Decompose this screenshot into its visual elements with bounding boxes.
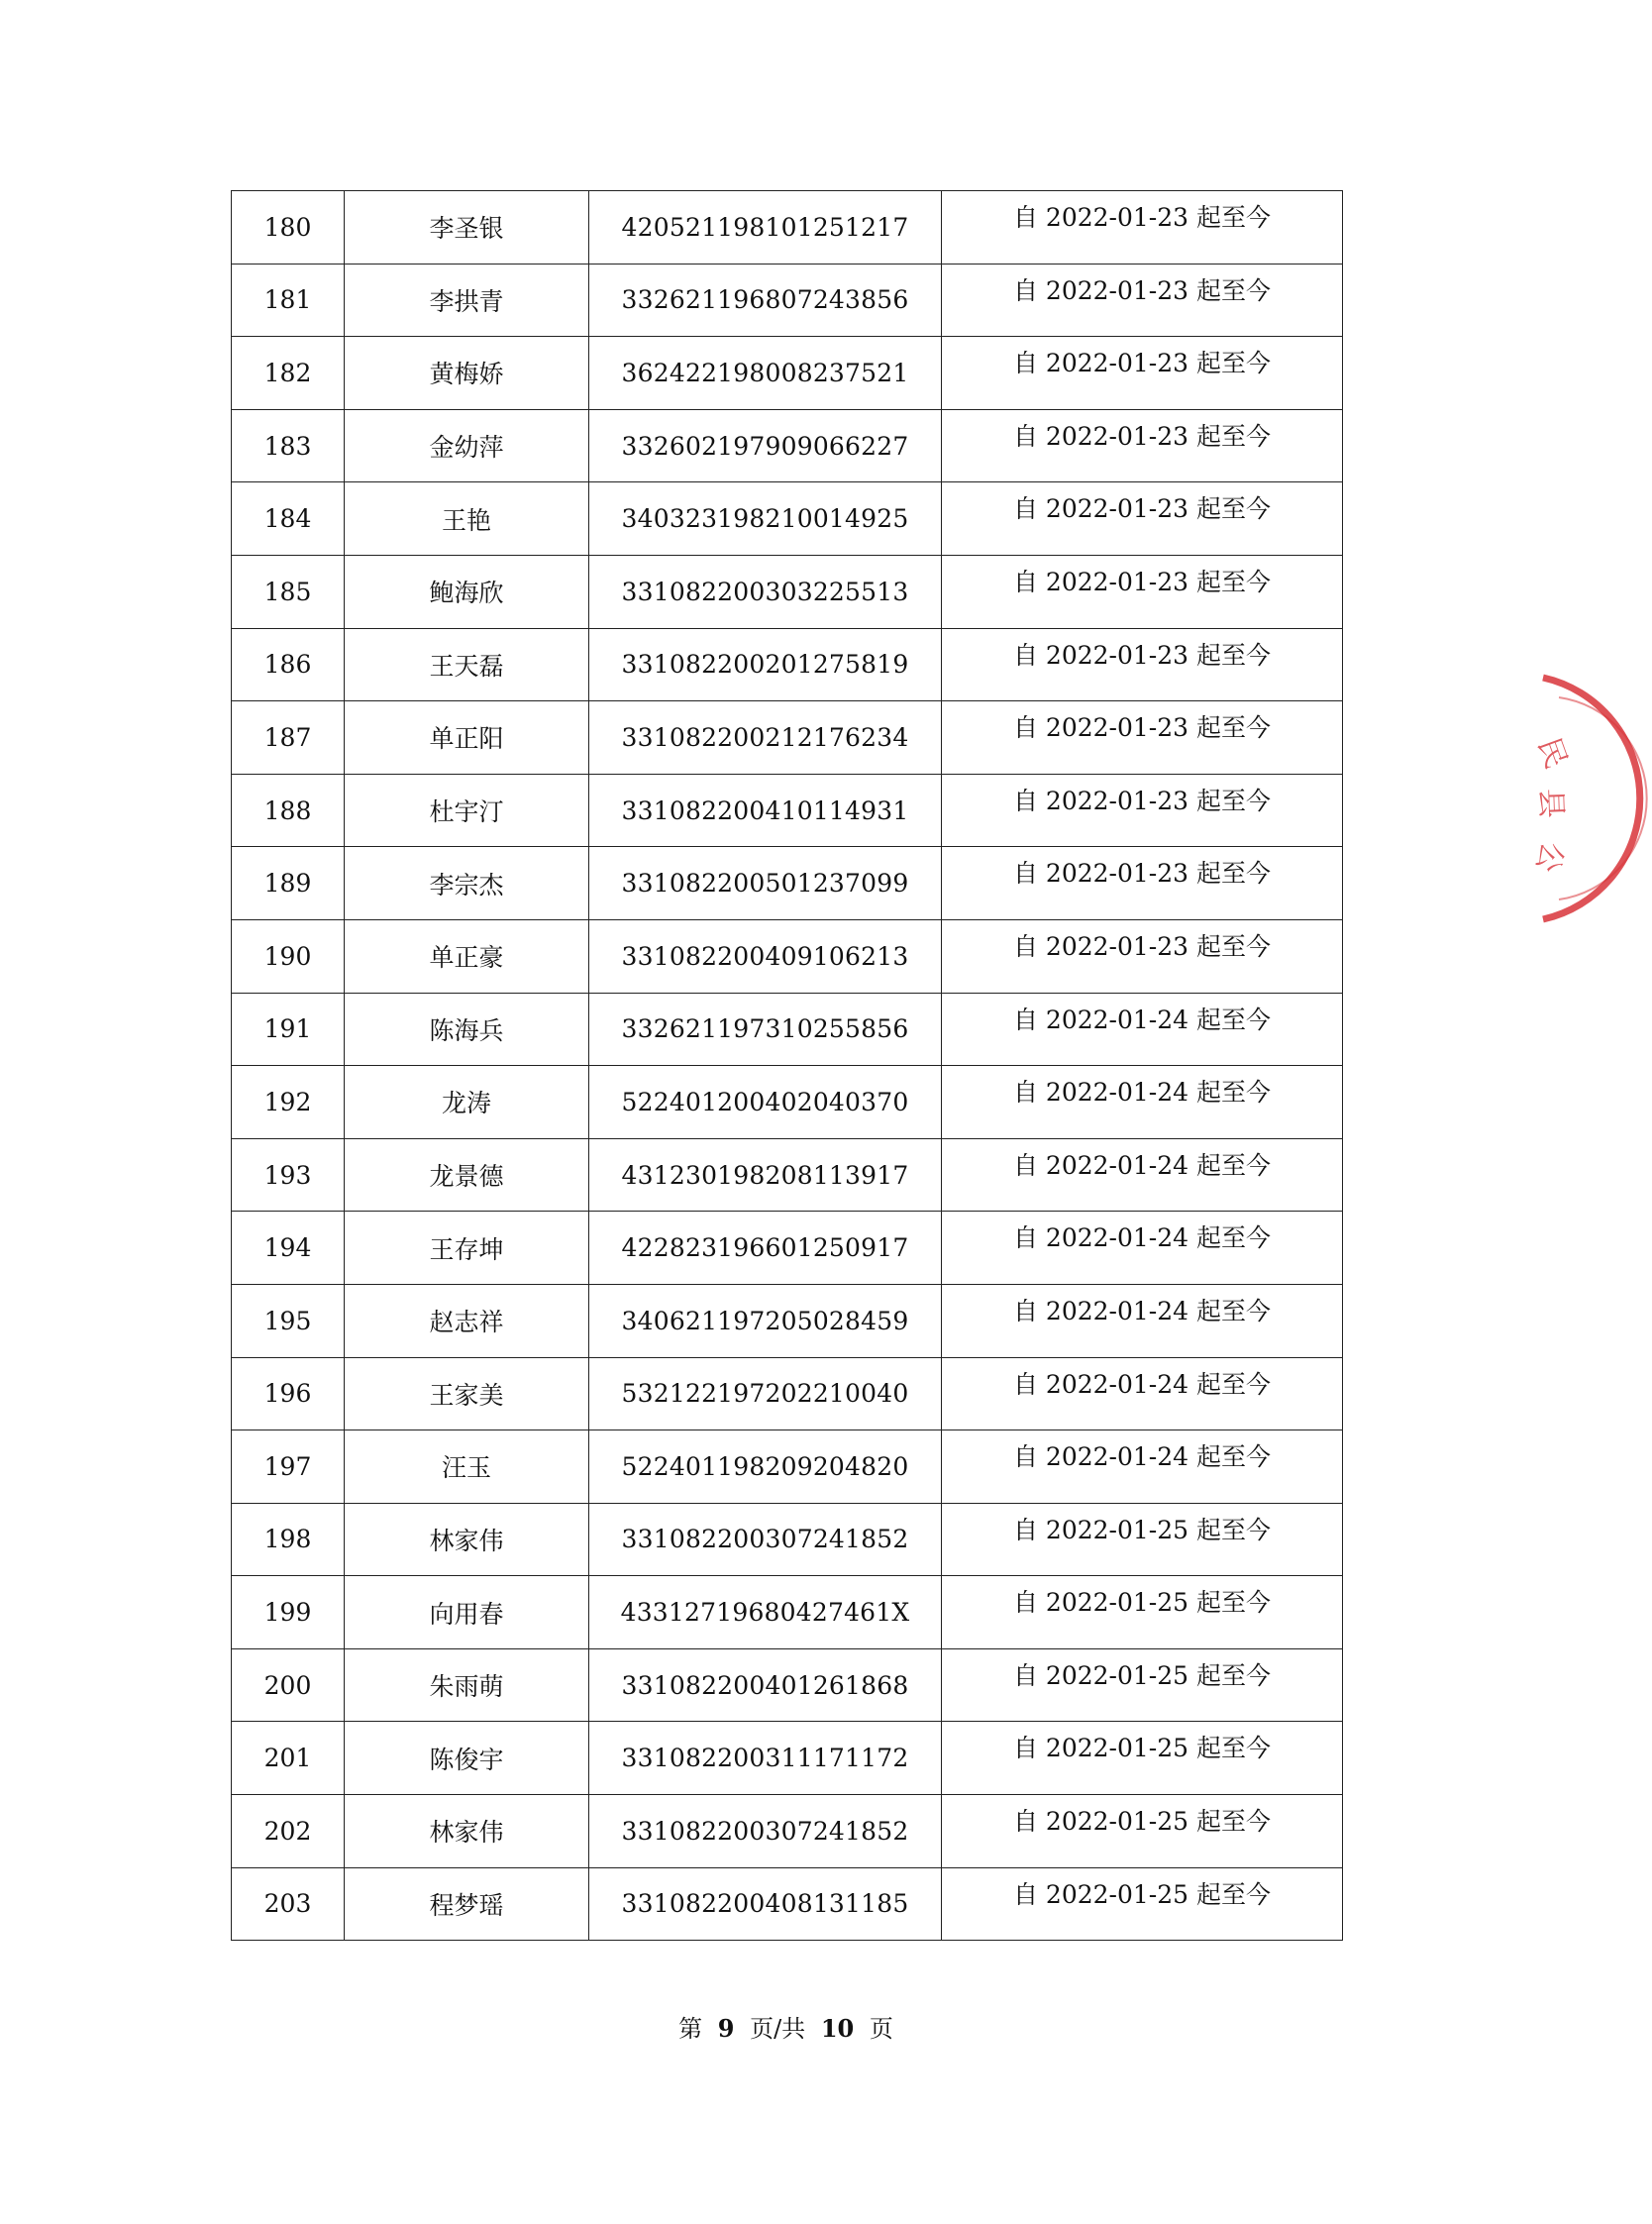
row-name-cell: 李拱青	[345, 264, 589, 337]
row-index-cell: 180	[232, 191, 345, 265]
seal-char-1: 民	[1530, 733, 1574, 774]
row-index-cell: 183	[232, 409, 345, 482]
row-id-number-cell: 532122197202210040	[589, 1357, 942, 1430]
row-name-cell: 龙涛	[345, 1066, 589, 1139]
row-period-cell: 自 2022-01-24 起至今	[942, 993, 1343, 1066]
table-row	[232, 701, 1343, 775]
row-name-cell: 陈海兵	[345, 993, 589, 1066]
footer-middle: 页/共	[750, 2015, 806, 2043]
official-seal-stamp	[1528, 670, 1652, 927]
row-id-number-cell: 332621196807243856	[589, 264, 942, 337]
row-period-cell: 自 2022-01-23 起至今	[942, 628, 1343, 701]
seal-char-2: 县	[1532, 788, 1569, 819]
row-index-cell: 191	[232, 993, 345, 1066]
row-id-number-cell: 431230198208113917	[589, 1138, 942, 1212]
row-index-cell: 198	[232, 1503, 345, 1576]
row-index-cell: 181	[232, 264, 345, 337]
row-name-cell: 林家伟	[345, 1503, 589, 1576]
row-id-number-cell: 43312719680427461X	[589, 1576, 942, 1649]
row-index-cell: 192	[232, 1066, 345, 1139]
table-row	[232, 993, 1343, 1066]
table-row	[232, 1503, 1343, 1576]
row-name-cell: 王艳	[345, 482, 589, 556]
table-row	[232, 1722, 1343, 1795]
row-name-cell: 汪玉	[345, 1430, 589, 1504]
row-id-number-cell: 362422198008237521	[589, 337, 942, 410]
row-id-number-cell: 331082200201275819	[589, 628, 942, 701]
row-id-number-cell: 331082200408131185	[589, 1867, 942, 1941]
row-index-cell: 187	[232, 701, 345, 775]
row-period-cell: 自 2022-01-23 起至今	[942, 264, 1343, 337]
table-row	[232, 847, 1343, 920]
row-period-cell: 自 2022-01-23 起至今	[942, 555, 1343, 628]
row-period-cell: 自 2022-01-25 起至今	[942, 1795, 1343, 1868]
row-index-cell: 202	[232, 1795, 345, 1868]
row-id-number-cell: 340323198210014925	[589, 482, 942, 556]
row-period-cell: 自 2022-01-23 起至今	[942, 482, 1343, 556]
row-index-cell: 203	[232, 1867, 345, 1941]
row-id-number-cell: 331082200311171172	[589, 1722, 942, 1795]
page-footer	[0, 2009, 1572, 2044]
row-index-cell: 193	[232, 1138, 345, 1212]
footer-suffix: 页	[869, 2015, 893, 2043]
table-row	[232, 1430, 1343, 1504]
row-id-number-cell: 420521198101251217	[589, 191, 942, 265]
table-row	[232, 1576, 1343, 1649]
row-period-cell: 自 2022-01-25 起至今	[942, 1576, 1343, 1649]
row-period-cell: 自 2022-01-24 起至今	[942, 1430, 1343, 1504]
row-id-number-cell: 331082200212176234	[589, 701, 942, 775]
row-index-cell: 199	[232, 1576, 345, 1649]
table-body	[232, 191, 1343, 1941]
row-name-cell: 王存坤	[345, 1212, 589, 1285]
row-index-cell: 186	[232, 628, 345, 701]
row-period-cell: 自 2022-01-24 起至今	[942, 1066, 1343, 1139]
table-row	[232, 774, 1343, 847]
table-row	[232, 628, 1343, 701]
row-name-cell: 朱雨萌	[345, 1648, 589, 1722]
row-period-cell: 自 2022-01-23 起至今	[942, 337, 1343, 410]
table-row	[232, 555, 1343, 628]
row-id-number-cell: 331082200401261868	[589, 1648, 942, 1722]
row-index-cell: 189	[232, 847, 345, 920]
row-index-cell: 200	[232, 1648, 345, 1722]
row-period-cell: 自 2022-01-23 起至今	[942, 847, 1343, 920]
row-id-number-cell: 332621197310255856	[589, 993, 942, 1066]
row-name-cell: 陈俊宇	[345, 1722, 589, 1795]
row-id-number-cell: 331082200307241852	[589, 1795, 942, 1868]
row-period-cell: 自 2022-01-25 起至今	[942, 1722, 1343, 1795]
table-row	[232, 264, 1343, 337]
table-row	[232, 1138, 1343, 1212]
row-id-number-cell: 331082200307241852	[589, 1503, 942, 1576]
table-row	[232, 1648, 1343, 1722]
table-row	[232, 1212, 1343, 1285]
table-row	[232, 337, 1343, 410]
row-period-cell: 自 2022-01-23 起至今	[942, 191, 1343, 265]
row-id-number-cell: 340621197205028459	[589, 1284, 942, 1357]
row-period-cell: 自 2022-01-25 起至今	[942, 1648, 1343, 1722]
total-pages-number: 10	[820, 2014, 855, 2043]
row-id-number-cell: 331082200409106213	[589, 919, 942, 993]
row-period-cell: 自 2022-01-23 起至今	[942, 774, 1343, 847]
row-index-cell: 201	[232, 1722, 345, 1795]
row-name-cell: 单正豪	[345, 919, 589, 993]
row-name-cell: 黄梅娇	[345, 337, 589, 410]
table-row	[232, 1066, 1343, 1139]
row-name-cell: 程梦瑶	[345, 1867, 589, 1941]
row-name-cell: 李宗杰	[345, 847, 589, 920]
table-row	[232, 1357, 1343, 1430]
row-period-cell: 自 2022-01-23 起至今	[942, 701, 1343, 775]
row-name-cell: 单正阳	[345, 701, 589, 775]
row-name-cell: 龙景德	[345, 1138, 589, 1212]
row-period-cell: 自 2022-01-23 起至今	[942, 409, 1343, 482]
table-row	[232, 409, 1343, 482]
record-table	[231, 190, 1343, 1941]
row-period-cell: 自 2022-01-25 起至今	[942, 1503, 1343, 1576]
current-page-number: 9	[717, 2014, 735, 2043]
row-period-cell: 自 2022-01-24 起至今	[942, 1284, 1343, 1357]
row-index-cell: 195	[232, 1284, 345, 1357]
row-index-cell: 197	[232, 1430, 345, 1504]
row-index-cell: 194	[232, 1212, 345, 1285]
row-id-number-cell: 331082200501237099	[589, 847, 942, 920]
row-id-number-cell: 331082200410114931	[589, 774, 942, 847]
table-row	[232, 1795, 1343, 1868]
row-index-cell: 184	[232, 482, 345, 556]
table-row	[232, 1867, 1343, 1941]
row-id-number-cell: 422823196601250917	[589, 1212, 942, 1285]
row-period-cell: 自 2022-01-23 起至今	[942, 919, 1343, 993]
row-id-number-cell: 522401198209204820	[589, 1430, 942, 1504]
row-index-cell: 182	[232, 337, 345, 410]
table-row	[232, 919, 1343, 993]
row-period-cell: 自 2022-01-24 起至今	[942, 1138, 1343, 1212]
table-row	[232, 482, 1343, 556]
row-index-cell: 190	[232, 919, 345, 993]
row-period-cell: 自 2022-01-25 起至今	[942, 1867, 1343, 1941]
row-name-cell: 林家伟	[345, 1795, 589, 1868]
row-name-cell: 赵志祥	[345, 1284, 589, 1357]
table-row	[232, 191, 1343, 265]
row-name-cell: 向用春	[345, 1576, 589, 1649]
seal-ring-inner	[1559, 697, 1647, 900]
row-name-cell: 王天磊	[345, 628, 589, 701]
table-row	[232, 1284, 1343, 1357]
row-index-cell: 188	[232, 774, 345, 847]
row-name-cell: 金幼萍	[345, 409, 589, 482]
row-period-cell: 自 2022-01-24 起至今	[942, 1357, 1343, 1430]
row-name-cell: 杜宇汀	[345, 774, 589, 847]
row-name-cell: 鲍海欣	[345, 555, 589, 628]
row-name-cell: 王家美	[345, 1357, 589, 1430]
seal-char-3: 公	[1528, 838, 1570, 877]
row-index-cell: 196	[232, 1357, 345, 1430]
row-index-cell: 185	[232, 555, 345, 628]
row-id-number-cell: 522401200402040370	[589, 1066, 942, 1139]
row-id-number-cell: 331082200303225513	[589, 555, 942, 628]
row-name-cell: 李圣银	[345, 191, 589, 265]
row-period-cell: 自 2022-01-24 起至今	[942, 1212, 1343, 1285]
footer-prefix: 第	[678, 2015, 703, 2043]
row-id-number-cell: 332602197909066227	[589, 409, 942, 482]
